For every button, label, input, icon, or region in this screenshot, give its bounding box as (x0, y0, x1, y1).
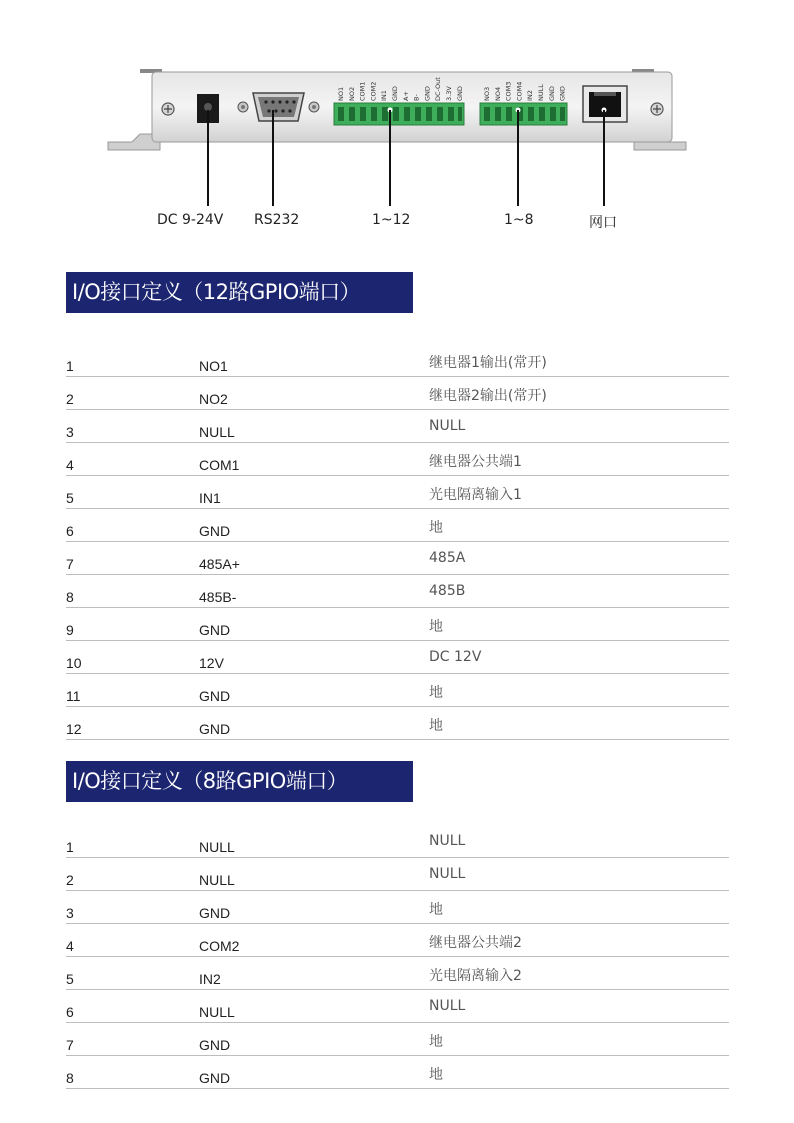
pin-label: B- (412, 94, 421, 101)
pin-description: 继电器公共端1 (429, 454, 522, 470)
device-front-panel (0, 0, 794, 240)
table-row (66, 377, 729, 410)
table-row (66, 957, 729, 990)
section-title-8-gpio: I/O接口定义（8路GPIO端口） (66, 761, 413, 802)
pin-name: GND (199, 523, 231, 539)
callout-rs232: RS232 (254, 212, 300, 228)
pin-label: COM2 (369, 81, 378, 101)
pin-label: NO4 (493, 86, 502, 101)
pin-label: NO1 (337, 86, 345, 101)
table-row (66, 344, 729, 377)
pin-name: COM2 (199, 938, 240, 954)
pin-name: GND (199, 1070, 231, 1086)
table-row (66, 476, 729, 509)
table-row (66, 674, 729, 707)
table-row (66, 410, 729, 443)
pin-label: GND (547, 86, 556, 101)
table-row (66, 509, 729, 542)
pin-description: 485A (429, 550, 466, 566)
pin-description: 地 (429, 619, 443, 635)
pin-number: 7 (66, 556, 74, 572)
pin-label: COM1 (358, 81, 367, 101)
pin-number: 11 (66, 688, 81, 704)
pin-number: 5 (66, 490, 74, 506)
pin-number: 12 (66, 721, 82, 737)
screw-icon (162, 103, 174, 115)
pin-number: 9 (66, 622, 74, 638)
callout-gpio-12: 1~12 (372, 212, 411, 228)
pin-label: GND (558, 86, 567, 101)
pin-number: 6 (66, 523, 74, 539)
pin-description: NULL (429, 418, 466, 434)
pin-name: NO1 (199, 358, 228, 374)
pin-label: IN2 (526, 90, 535, 101)
table-row (66, 575, 729, 608)
table-row (66, 891, 729, 924)
pin-description: NULL (429, 833, 466, 849)
pin-description: 光电隔离输入2 (429, 968, 522, 984)
pin-label: NULL (537, 84, 545, 101)
table-row (66, 542, 729, 575)
table-row (66, 641, 729, 674)
pin-label: GND (455, 86, 464, 101)
pin-name: 485B- (199, 589, 237, 605)
pin-name: GND (199, 688, 231, 704)
pin-name: GND (199, 721, 231, 737)
pin-number: 1 (66, 839, 74, 855)
pin-description: 485B (429, 583, 466, 599)
pin-label: NO2 (347, 86, 356, 101)
table-row (66, 1056, 729, 1089)
pin-name: NO2 (199, 391, 228, 407)
screw-icon (651, 103, 663, 115)
pin-description: 地 (429, 718, 443, 734)
pin-number: 8 (66, 589, 74, 605)
pin-label: GND (391, 86, 399, 101)
pin-number: 1 (66, 358, 74, 374)
table-row (66, 707, 729, 740)
pin-description: DC 12V (429, 649, 482, 665)
pin-description: 地 (429, 1034, 443, 1050)
pin-name: IN1 (199, 490, 221, 506)
pin-name: GND (199, 905, 231, 921)
pin-number: 3 (66, 905, 74, 921)
pin-description: 地 (429, 902, 443, 918)
callout-dc-power: DC 9-24V (157, 212, 224, 228)
section-title-12-gpio: I/O接口定义（12路GPIO端口） (66, 272, 413, 313)
pin-name: NULL (199, 839, 235, 855)
pin-label: DC-Out (434, 77, 443, 101)
table-row (66, 924, 729, 957)
pin-description: 地 (429, 1067, 443, 1083)
pin-table-12-gpio (66, 344, 729, 740)
pin-label: COM3 (504, 81, 513, 101)
pin-description: 地 (429, 685, 443, 701)
pin-number: 3 (66, 424, 74, 440)
pin-number: 2 (66, 391, 74, 407)
pin-number: 2 (66, 872, 74, 888)
table-row (66, 608, 729, 641)
callout-network: 网口 (589, 215, 617, 231)
pin-name: COM1 (199, 457, 240, 473)
table-row (66, 443, 729, 476)
pin-label: A+ (401, 91, 410, 101)
pin-label: NO3 (483, 86, 491, 101)
pin-number: 7 (66, 1037, 74, 1053)
table-row (66, 858, 729, 891)
pin-description: 地 (429, 520, 443, 536)
pin-number: 5 (66, 971, 74, 987)
table-row (66, 825, 729, 858)
callout-gpio-8: 1~8 (504, 212, 534, 228)
device-illustration (0, 0, 794, 240)
pin-label: GND (423, 86, 432, 101)
pin-description: NULL (429, 866, 466, 882)
pin-description: 继电器2输出(常开) (429, 388, 547, 404)
pin-number: 4 (66, 938, 74, 954)
terminal-block-12-icon (334, 103, 464, 125)
pin-name: NULL (199, 872, 235, 888)
table-row (66, 990, 729, 1023)
pin-label: 3.3V (445, 86, 453, 101)
table-row (66, 1023, 729, 1056)
pin-name: IN2 (199, 971, 221, 987)
pin-description: NULL (429, 998, 466, 1014)
pin-name: GND (199, 622, 231, 638)
pin-label: IN1 (380, 90, 389, 101)
pin-name: 485A+ (199, 556, 240, 572)
pin-description: 继电器1输出(常开) (429, 355, 547, 371)
terminal-block-8-icon (480, 103, 567, 125)
pin-table-8-gpio (66, 825, 729, 1089)
pin-name: NULL (199, 424, 235, 440)
pin-number: 8 (66, 1070, 74, 1086)
pin-description: 继电器公共端2 (429, 935, 522, 951)
pin-number: 6 (66, 1004, 74, 1020)
pin-name: 12V (199, 655, 224, 671)
pin-number: 4 (66, 457, 74, 473)
pin-name: NULL (199, 1004, 235, 1020)
pin-name: GND (199, 1037, 231, 1053)
pin-number: 10 (66, 655, 82, 671)
pin-description: 光电隔离输入1 (429, 487, 522, 503)
pin-label: COM4 (515, 81, 524, 101)
